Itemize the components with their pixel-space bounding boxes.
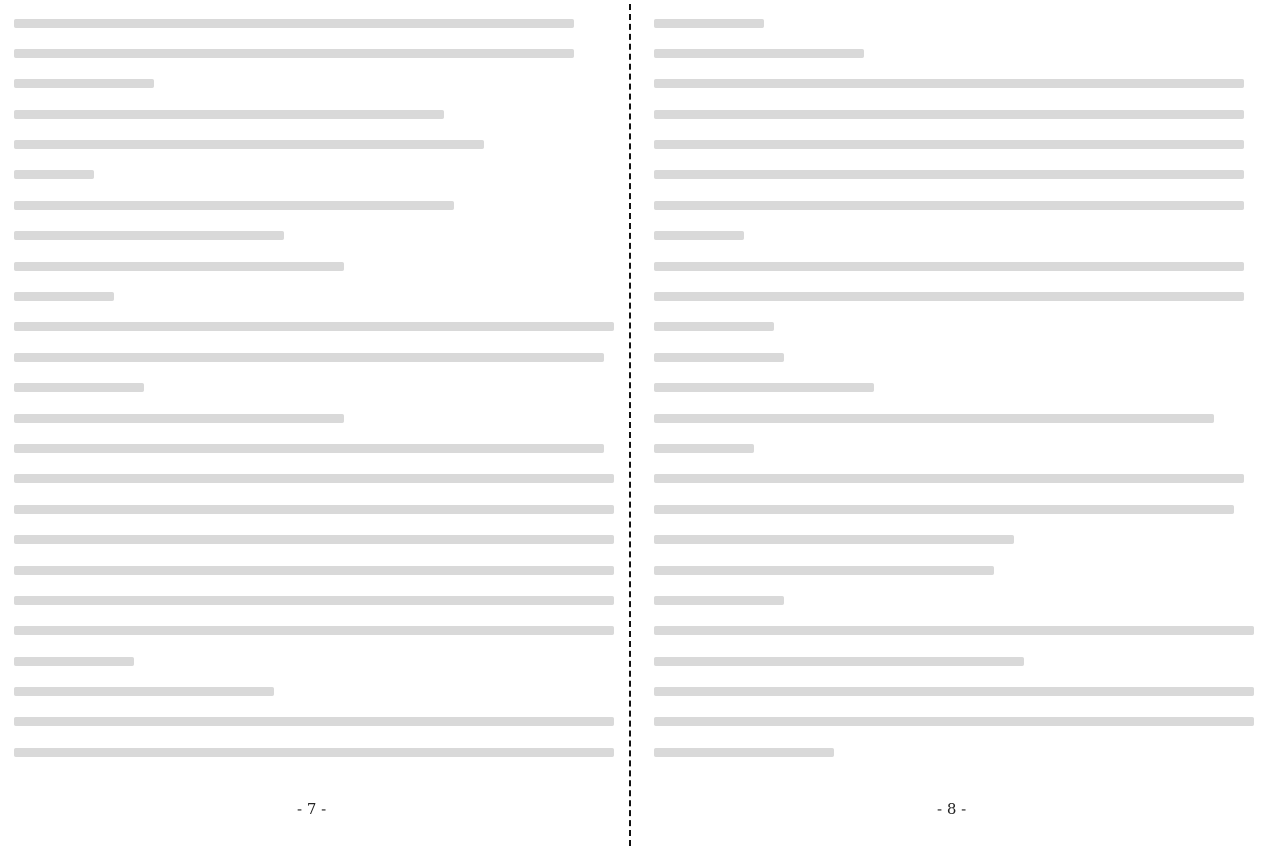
text-line (654, 282, 1262, 312)
text-placeholder (654, 201, 1244, 210)
text-line (654, 585, 1262, 615)
text-line (14, 494, 624, 524)
right-page (654, 8, 1262, 798)
text-placeholder (654, 353, 784, 362)
text-line (14, 646, 624, 676)
text-line (654, 38, 1262, 68)
text-placeholder (654, 717, 1254, 726)
text-placeholder (14, 322, 614, 331)
text-placeholder (14, 231, 284, 240)
text-placeholder (14, 19, 574, 28)
page-number-right: - 8 - (937, 800, 967, 818)
text-line (14, 190, 624, 220)
text-placeholder (654, 19, 764, 28)
text-line (654, 433, 1262, 463)
text-placeholder (14, 414, 344, 423)
text-placeholder (14, 657, 134, 666)
text-placeholder (654, 79, 1244, 88)
text-placeholder (654, 292, 1244, 301)
text-placeholder (14, 262, 344, 271)
text-placeholder (14, 596, 614, 605)
text-line (654, 373, 1262, 403)
text-line (654, 646, 1262, 676)
page-divider (629, 4, 631, 846)
text-placeholder (654, 231, 744, 240)
text-line (654, 69, 1262, 99)
text-placeholder (654, 657, 1024, 666)
text-line (14, 555, 624, 585)
text-placeholder (14, 170, 94, 179)
text-line (14, 38, 624, 68)
text-placeholder (654, 687, 1254, 696)
text-line (14, 403, 624, 433)
text-placeholder (14, 535, 614, 544)
text-placeholder (14, 292, 114, 301)
text-line (14, 707, 624, 737)
text-placeholder (14, 110, 444, 119)
text-line (654, 99, 1262, 129)
text-placeholder (654, 535, 1014, 544)
left-page (14, 8, 624, 798)
text-line (654, 342, 1262, 372)
text-placeholder (14, 748, 614, 757)
text-placeholder (14, 626, 614, 635)
text-line (654, 494, 1262, 524)
text-placeholder (14, 566, 614, 575)
text-placeholder (654, 626, 1254, 635)
text-line (14, 130, 624, 160)
text-placeholder (14, 353, 604, 362)
text-line (654, 555, 1262, 585)
text-placeholder (654, 262, 1244, 271)
text-placeholder (654, 49, 864, 58)
text-placeholder (14, 505, 614, 514)
text-placeholder (14, 49, 574, 58)
text-line (14, 677, 624, 707)
text-line (654, 251, 1262, 281)
text-placeholder (654, 140, 1244, 149)
text-line (14, 69, 624, 99)
text-line (654, 677, 1262, 707)
text-line (14, 464, 624, 494)
text-line (654, 616, 1262, 646)
text-placeholder (654, 505, 1234, 514)
text-line (654, 130, 1262, 160)
text-line (654, 8, 1262, 38)
text-placeholder (14, 687, 274, 696)
text-line (14, 312, 624, 342)
text-line (14, 99, 624, 129)
text-placeholder (14, 717, 614, 726)
text-placeholder (654, 566, 994, 575)
text-placeholder (654, 596, 784, 605)
text-line (14, 433, 624, 463)
text-placeholder (654, 474, 1244, 483)
text-placeholder (14, 474, 614, 483)
text-line (14, 585, 624, 615)
text-placeholder (14, 201, 454, 210)
text-line (14, 160, 624, 190)
text-line (14, 373, 624, 403)
text-line (14, 616, 624, 646)
text-placeholder (654, 110, 1244, 119)
text-placeholder (654, 414, 1214, 423)
text-line (654, 464, 1262, 494)
text-line (14, 251, 624, 281)
text-line (14, 282, 624, 312)
text-placeholder (654, 748, 834, 757)
text-line (654, 737, 1262, 767)
text-line (14, 737, 624, 767)
text-line (654, 525, 1262, 555)
text-placeholder (14, 79, 154, 88)
text-line (14, 525, 624, 555)
text-line (14, 342, 624, 372)
text-line (654, 707, 1262, 737)
text-placeholder (654, 322, 774, 331)
text-placeholder (14, 383, 144, 392)
text-line (14, 8, 624, 38)
page-number-left: - 7 - (297, 800, 327, 818)
text-line (654, 221, 1262, 251)
text-placeholder (14, 444, 604, 453)
text-line (14, 221, 624, 251)
text-placeholder (14, 140, 484, 149)
text-line (654, 312, 1262, 342)
text-line (654, 160, 1262, 190)
text-placeholder (654, 383, 874, 392)
text-line (654, 190, 1262, 220)
text-line (654, 403, 1262, 433)
text-placeholder (654, 170, 1244, 179)
text-placeholder (654, 444, 754, 453)
